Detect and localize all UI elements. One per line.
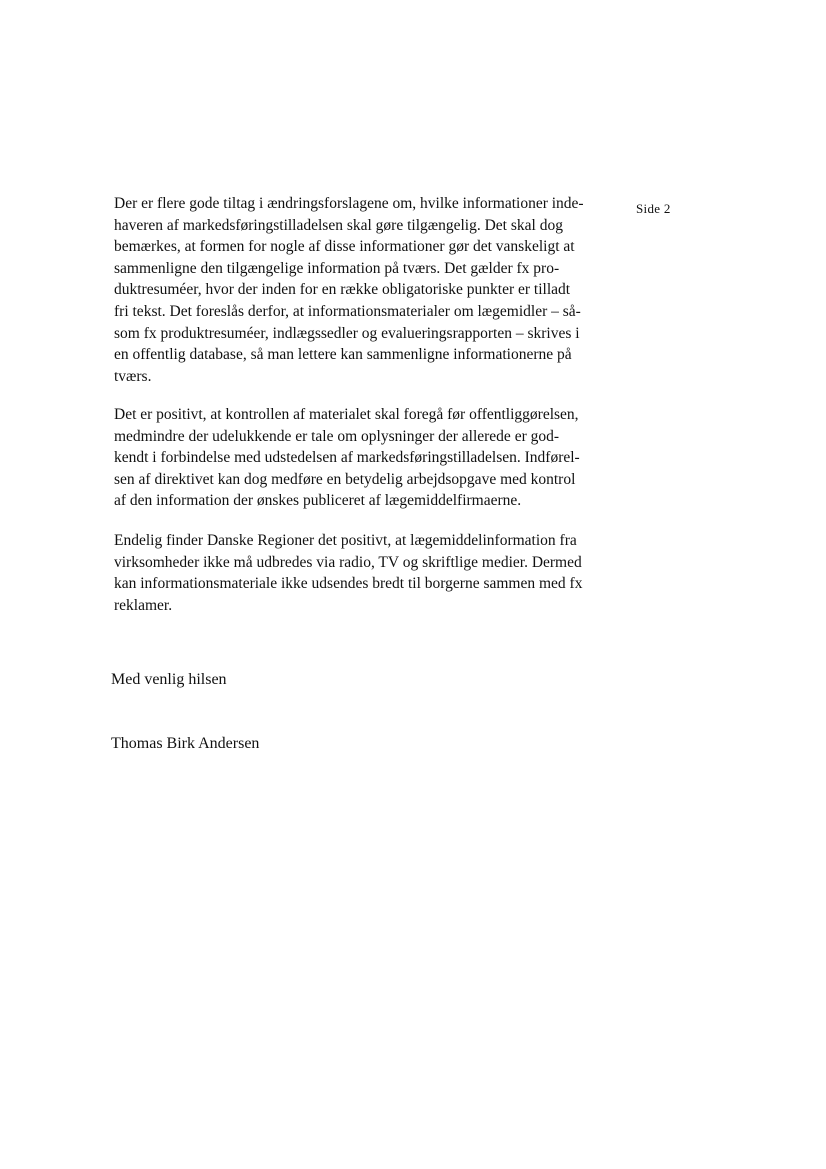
text-line: duktresuméer, hvor der inden for en række obligatoriske punkter er tilladt — [114, 281, 571, 299]
text-line: bemærkes, at formen for nogle af disse informationer gør det vanskeligt at — [114, 238, 575, 256]
text-line: kendt i forbindelse med udstedelsen af markedsføringstilladelsen. Indførel- — [114, 449, 580, 467]
paragraph-2 — [114, 404, 598, 512]
signature-name: Thomas Birk Andersen — [111, 735, 260, 752]
text-line: fri tekst. Det foreslås derfor, at informationsmaterialer om lægemidler – så- — [114, 302, 581, 320]
text-line: sen af direktivet kan dog medføre en betydelig arbejdsopgave med kontrol — [114, 470, 576, 488]
text-line: af den information der ønskes publiceret af lægemiddelfirmaerne. — [114, 492, 522, 510]
text-line: haveren af markedsføringstilladelsen skal gøre tilgængelig. Det skal dog — [114, 216, 563, 234]
text-line: som fx produktresuméer, indlægssedler og evalueringsrapporten – skrives i — [114, 324, 580, 342]
closing-greeting: Med venlig hilsen — [111, 671, 227, 688]
text-line: tværs. — [114, 367, 152, 385]
text-line: medmindre der udelukkende er tale om oplysninger der allerede er god- — [114, 427, 560, 445]
text-line: Der er flere gode tiltag i ændringsforslagene om, hvilke informationer inde- — [114, 195, 584, 212]
text-line: reklamer. — [114, 596, 173, 614]
text-line: virksomheder ikke må udbredes via radio, TV og skriftlige medier. Dermed — [114, 553, 582, 571]
text-line: kan informationsmateriale ikke udsendes bredt til borgerne sammen med fx — [114, 575, 583, 593]
page-number: Side 2 — [636, 201, 671, 216]
text-line: Det er positivt, at kontrollen af materialet skal foregå før offentliggørelsen, — [114, 406, 579, 423]
text-line: Endelig finder Danske Regioner det positivt, at lægemiddelinformation fra — [114, 532, 577, 549]
paragraph-1 — [114, 193, 598, 387]
text-line: en offentlig database, så man lettere kan sammenligne informationerne på — [114, 346, 572, 364]
text-line: sammenligne den tilgængelige information på tværs. Det gælder fx pro- — [114, 259, 560, 277]
paragraph-3 — [114, 530, 598, 616]
